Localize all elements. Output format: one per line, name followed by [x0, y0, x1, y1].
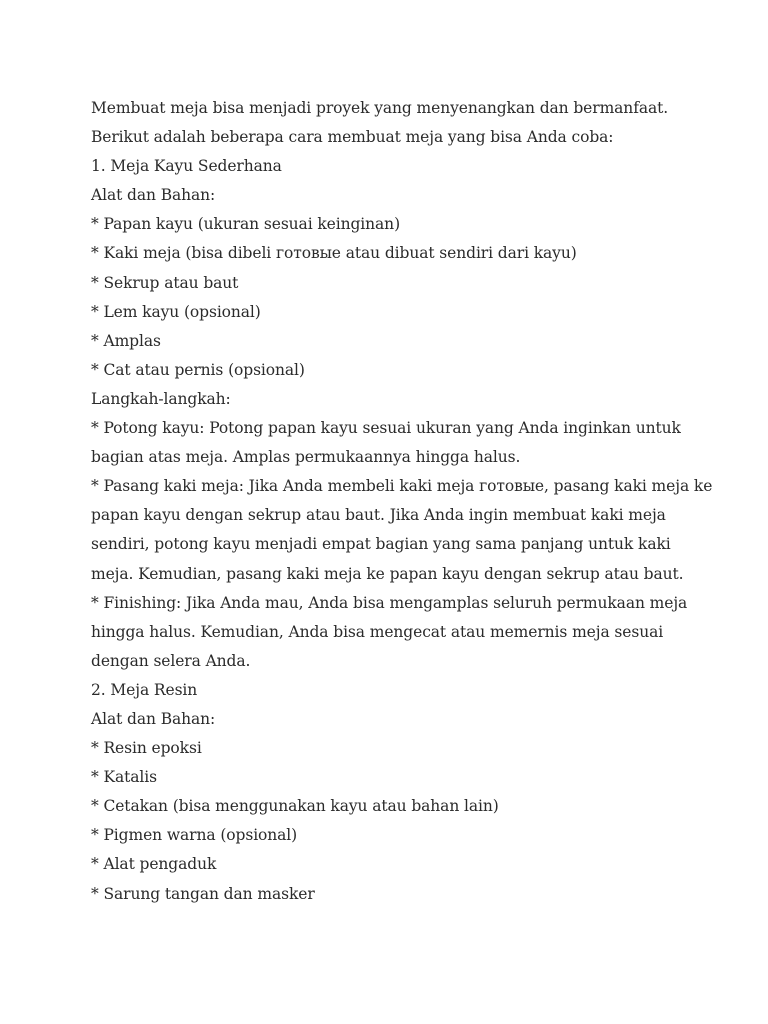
subheading: Alat dan Bahan: [91, 186, 216, 205]
list-item: * Kaki meja (bisa dibeli готовые atau dibuat sendiri dari kayu) [91, 244, 577, 263]
list-item: * Alat pengaduk [91, 855, 217, 874]
subheading: Alat dan Bahan: [91, 709, 216, 728]
list-item: * Pigmen warna (opsional) [91, 826, 298, 845]
section-heading: 1. Meja Kayu Sederhana [91, 157, 282, 176]
step-line: hingga halus. Kemudian, Anda bisa mengecat atau memernis meja sesuai [91, 622, 664, 641]
list-item: * Cat atau pernis (opsional) [91, 360, 305, 379]
step-line: dengan selera Anda. [91, 651, 251, 670]
list-item: * Papan kayu (ukuran sesuai keinginan) [91, 215, 401, 234]
step-line: papan kayu dengan sekrup atau baut. Jika Anda ingin membuat kaki meja [91, 506, 666, 525]
step-line: * Finishing: Jika Anda mau, Anda bisa mengamplas seluruh permukaan meja [91, 593, 688, 612]
step-line: sendiri, potong kayu menjadi empat bagian yang sama panjang untuk kaki [91, 535, 671, 554]
list-item: * Katalis [91, 768, 157, 787]
subheading: Langkah-langkah: [91, 389, 231, 408]
step-line: * Potong kayu: Potong papan kayu sesuai ukuran yang Anda inginkan untuk [91, 419, 681, 438]
list-item: * Sekrup atau baut [91, 273, 239, 292]
list-item: * Amplas [91, 331, 161, 350]
document-body [91, 94, 713, 909]
intro-line: Berikut adalah beberapa cara membuat meja yang bisa Anda coba: [91, 128, 614, 147]
list-item: * Lem kayu (opsional) [91, 302, 261, 321]
step-line: bagian atas meja. Amplas permukaannya hingga halus. [91, 448, 521, 467]
step-line: * Pasang kaki meja: Jika Anda membeli kaki meja готовые, pasang kaki meja ke [91, 477, 713, 496]
section-heading: 2. Meja Resin [91, 680, 198, 699]
list-item: * Cetakan (bisa menggunakan kayu atau bahan lain) [91, 797, 499, 816]
intro-line: Membuat meja bisa menjadi proyek yang menyenangkan dan bermanfaat. [91, 99, 669, 117]
step-line: meja. Kemudian, pasang kaki meja ke papan kayu dengan sekrup atau baut. [91, 564, 684, 583]
list-item: * Sarung tangan dan masker [91, 884, 315, 903]
list-item: * Resin epoksi [91, 739, 202, 758]
